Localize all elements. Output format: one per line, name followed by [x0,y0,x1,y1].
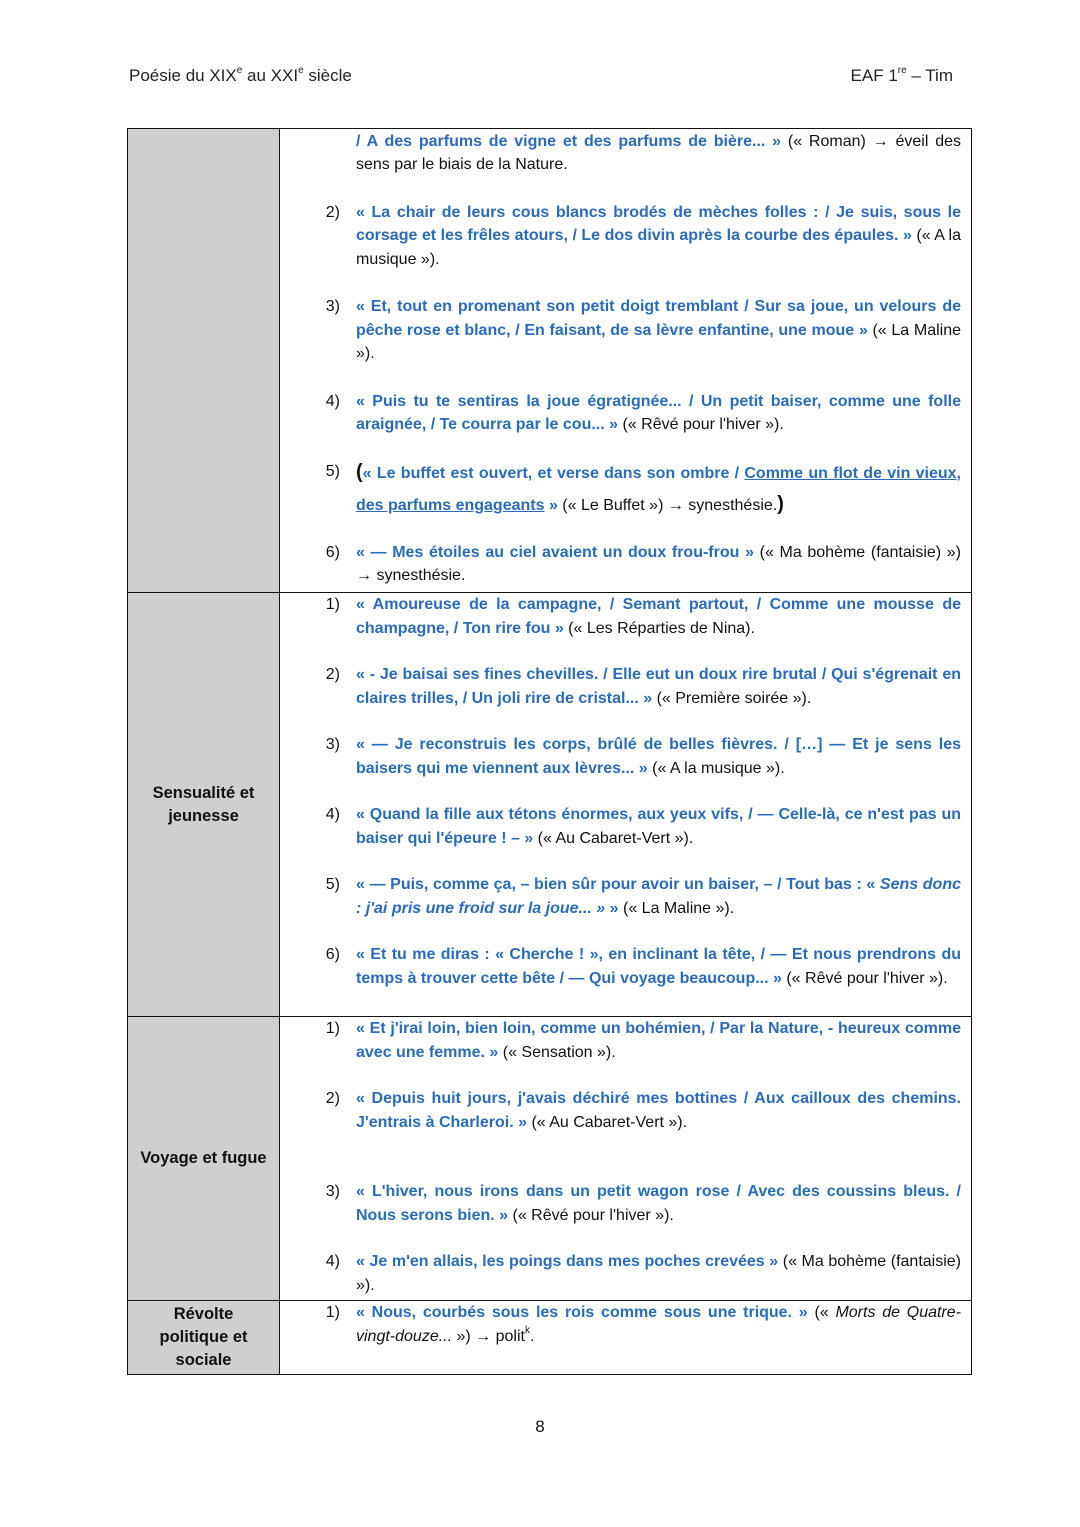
theme-cell: Sensualité et jeunesse [128,593,280,1017]
list-item: 3) « Et, tout en promenant son petit doigt tremblant / Sur sa joue, un velours de pêche rose et blanc, / En faisant, de sa lèvre enfantine, une moue » (« La Maline »). [325,298,962,362]
content-cell [280,1017,972,1301]
list-item: 4) « Quand la fille aux tétons énormes, aux yeux vifs, / — Celle-là, ce n'est pas un baiser qui l'épeure ! – » (« Au Cabaret-Vert »). [325,806,961,847]
document-header-right: EAF 1re – Tim [850,65,953,85]
list-item: 2) « Depuis huit jours, j'avais déchiré mes bottines / Aux cailloux des chemins. J'entrais à Charleroi. » (« Au Cabaret-Vert »). [325,1090,961,1131]
list-item: 1) « Nous, courbés sous les rois comme sous une trique. » (« Morts de Quatre-vingt-douze... ») → polit$^k$. [325,1304,961,1345]
table-row [128,1301,972,1375]
list-item: 5) (« Le buffet est ouvert, et verse dans son ombre / Comme un flot de vin vieux, des parfums engageants » (« Le Buffet ») → synesthésie.) [325,460,962,515]
list-item: 3) « — Je reconstruis les corps, brûlé de belles fièvres. / […] — Et je sens les baisers qui me viennent aux lèvres... » (« A la musique »). [325,736,961,777]
document-header-left: Poésie du XIXe au XXIe siècle [129,65,352,85]
content-cell [280,129,972,593]
list-item: 6) « Et tu me diras : « Cherche ! », en inclinant la tête, / — Et nous prendrons du temps à trouver cette bête / — Qui voyage beaucoup... » (« Rêvé pour l'hiver »). [325,946,961,987]
content-cell [280,1301,972,1375]
theme-cell: Voyage et fugue [128,1017,280,1301]
theme-cell-empty [128,129,280,593]
list-item: 5) « — Puis, comme ça, – bien sûr pour avoir un baiser, – / Tout bas : « Sens donc : j'ai pris une froid sur la joue... » » (« La Maline »). [325,876,962,917]
themes-table [127,128,972,1375]
table-row [128,1017,972,1301]
list-item: 2) « - Je baisai ses fines chevilles. / Elle eut un doux rire brutal / Qui s'égrenait en claires trilles, / Un joli rire de cristal... » (« Première soirée »). [325,666,961,707]
list-item: 4) « Je m'en allais, les poings dans mes poches crevées » (« Ma bohème (fantaisie) »). [325,1253,962,1294]
content-cell [280,593,972,1017]
list-item: 4) « Puis tu te sentiras la joue égratignée... / Un petit baiser, comme une folle araignée, / Te courra par le cou... » (« Rêvé pour l'hiver »). [325,392,961,433]
table-row [128,129,972,593]
list-item: 2) « La chair de leurs cous blancs brodés de mèches folles : / Je suis, sous le corsage et les frêles atours, / Le dos divin après la courbe des épaules. » (« A la musique »). [325,203,962,268]
list-item: / A des parfums de vigne et des parfums de bière... » (« Roman) → éveil des sens par le biais de la Nature. [356,132,961,173]
table-row [128,593,972,1017]
theme-cell: Révolte politique et sociale [128,1301,280,1375]
list-item: 1) « Et j'irai loin, bien loin, comme un bohémien, / Par la Nature, - heureux comme avec une femme. » (« Sensation »). [325,1020,961,1061]
list-item: 3) « L'hiver, nous irons dans un petit wagon rose / Avec des coussins bleus. / Nous serons bien. » (« Rêvé pour l'hiver »). [325,1183,961,1224]
list-item: 1) « Amoureuse de la campagne, / Semant partout, / Comme une mousse de champagne, / Ton rire fou » (« Les Réparties de Nina). [325,596,961,637]
list-item: 6) « — Mes étoiles au ciel avaient un doux frou-frou » (« Ma bohème (fantaisie) ») → synesthésie. [325,543,961,584]
page-number: 8 [535,1417,545,1436]
